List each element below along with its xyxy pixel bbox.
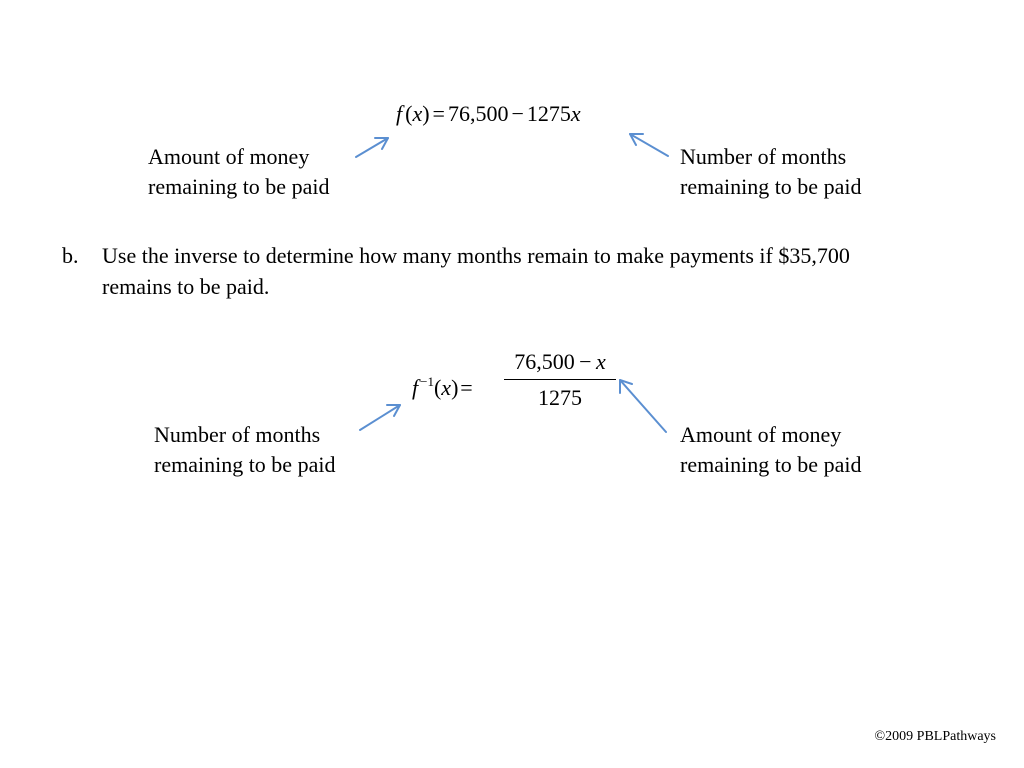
arrow-icon: [620, 380, 666, 432]
label-line: remaining to be paid: [680, 452, 862, 477]
eq2-close-paren: ): [451, 375, 459, 400]
copyright-footer: ©2009 PBLPathways: [874, 729, 996, 744]
eq1-close-paren: ): [422, 101, 430, 126]
eq1-coefficient: 1275: [526, 101, 571, 126]
eq2-equals: =: [460, 375, 473, 400]
eq2-num-var: x: [595, 349, 606, 374]
label-line: Number of months: [154, 422, 321, 447]
eq1-func: f: [396, 101, 403, 126]
eq2-open-paren: (: [433, 375, 442, 400]
label-line: remaining to be paid: [680, 174, 862, 199]
eq1-open-paren: (: [405, 101, 413, 126]
eq1-constant: 76,500: [447, 101, 509, 126]
question-text: Use the inverse to determine how many months remain to make payments if $35,700 remains to be paid.: [102, 243, 850, 299]
eq1-var2: x: [570, 101, 581, 126]
function-equation: [396, 100, 581, 128]
eq2-denominator: 1275: [538, 385, 582, 410]
label-amount-of-money-bottom: [680, 420, 861, 480]
eq2-fraction: [504, 348, 616, 412]
label-number-of-months-bottom: [154, 420, 335, 480]
question-b: [62, 240, 922, 302]
eq1-var: x: [412, 101, 423, 126]
eq1-minus: −: [511, 101, 524, 126]
label-line: Amount of money: [680, 422, 842, 447]
arrow-icon: [356, 138, 388, 157]
label-amount-of-money-top: [148, 142, 329, 202]
label-line: remaining to be paid: [148, 174, 330, 199]
eq2-numerator: [504, 348, 616, 380]
eq2-num-constant: 76,500: [514, 349, 575, 374]
eq2-exponent: −1: [420, 374, 434, 389]
label-line: Amount of money: [148, 144, 310, 169]
arrow-icon: [630, 134, 668, 156]
eq2-num-minus: −: [579, 349, 592, 374]
eq2-var: x: [441, 375, 452, 400]
eq2-left-side: [412, 368, 473, 402]
eq1-equals: =: [432, 101, 445, 126]
question-letter: b.: [62, 243, 79, 268]
label-number-of-months-top: [680, 142, 861, 202]
label-line: remaining to be paid: [154, 452, 336, 477]
eq2-func: f: [412, 375, 419, 400]
arrow-icon: [360, 405, 400, 430]
label-line: Number of months: [680, 144, 847, 169]
